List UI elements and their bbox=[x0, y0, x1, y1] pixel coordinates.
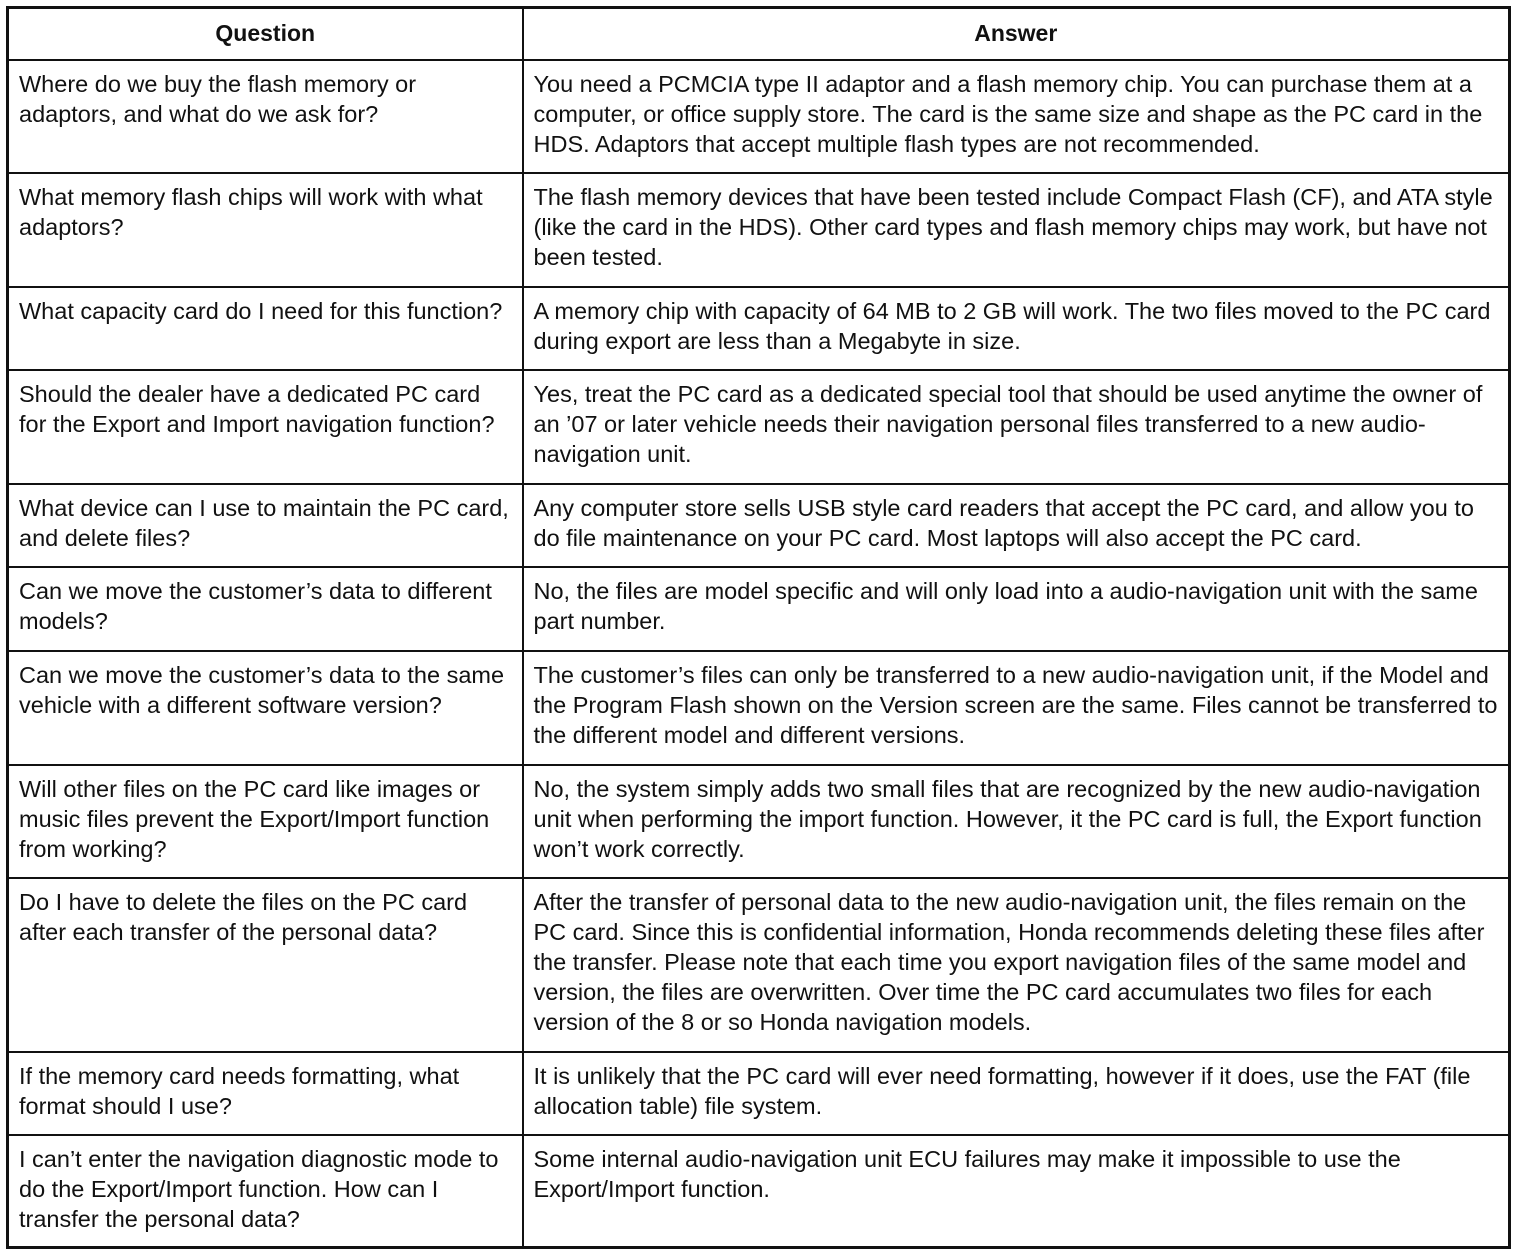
answer-cell: Some internal audio-navigation unit ECU failures may make it impossible to use the Export/Import function. bbox=[523, 1135, 1510, 1248]
question-cell: Should the dealer have a dedicated PC card for the Export and Import navigation function? bbox=[8, 370, 523, 484]
table-row bbox=[8, 1135, 1510, 1248]
answer-cell: You need a PCMCIA type II adaptor and a flash memory chip. You can purchase them at a computer, or office supply store. The card is the same size and shape as the PC card in the HDS. Adaptors that accept multiple flash types are not recommended. bbox=[523, 60, 1510, 173]
answer-cell: A memory chip with capacity of 64 MB to 2 GB will work. The two files moved to the PC card during export are less than a Megabyte in size. bbox=[523, 287, 1510, 370]
header-row bbox=[8, 8, 1510, 60]
table-row bbox=[8, 765, 1510, 878]
table-row bbox=[8, 1052, 1510, 1135]
answer-cell: Yes, treat the PC card as a dedicated special tool that should be used anytime the owner of an ’07 or later vehicle needs their navigation personal files transferred to a new audio-navigation unit. bbox=[523, 370, 1510, 484]
question-cell: What memory flash chips will work with what adaptors? bbox=[8, 173, 523, 287]
question-cell: Can we move the customer’s data to different models? bbox=[8, 567, 523, 651]
answer-cell: It is unlikely that the PC card will ever need formatting, however if it does, use the FAT (file allocation table) file system. bbox=[523, 1052, 1510, 1135]
question-column-header: Question bbox=[8, 8, 523, 60]
table-row bbox=[8, 173, 1510, 287]
question-cell: Will other files on the PC card like images or music files prevent the Export/Import function from working? bbox=[8, 765, 523, 878]
table-row bbox=[8, 484, 1510, 567]
table-row bbox=[8, 567, 1510, 651]
answer-cell: The customer’s files can only be transferred to a new audio-navigation unit, if the Model and the Program Flash shown on the Version screen are the same. Files cannot be transferred to the different model and different versions. bbox=[523, 651, 1510, 765]
table-body bbox=[8, 60, 1510, 1248]
answer-cell: No, the files are model specific and will only load into a audio-navigation unit with the same part number. bbox=[523, 567, 1510, 651]
answer-cell: Any computer store sells USB style card readers that accept the PC card, and allow you to do file maintenance on your PC card. Most laptops will also accept the PC card. bbox=[523, 484, 1510, 567]
table-row bbox=[8, 651, 1510, 765]
table-row bbox=[8, 370, 1510, 484]
answer-cell: After the transfer of personal data to the new audio-navigation unit, the files remain on the PC card. Since this is confidential information, Honda recommends deleting these files after the transfer. Please note that each time you export navigation files of the same model and version, the files are overwritten. Over time the PC card accumulates two files for each version of the 8 or so Honda navigation models. bbox=[523, 878, 1510, 1052]
question-cell: What device can I use to maintain the PC card, and delete files? bbox=[8, 484, 523, 567]
table-row bbox=[8, 287, 1510, 370]
table-row bbox=[8, 60, 1510, 173]
qa-table bbox=[6, 6, 1511, 1249]
answer-cell: The flash memory devices that have been tested include Compact Flash (CF), and ATA style (like the card in the HDS). Other card types and flash memory chips may work, but have not been tested. bbox=[523, 173, 1510, 287]
question-cell: I can’t enter the navigation diagnostic mode to do the Export/Import function. How can I transfer the personal data? bbox=[8, 1135, 523, 1248]
table-header bbox=[8, 8, 1510, 60]
question-cell: Do I have to delete the files on the PC card after each transfer of the personal data? bbox=[8, 878, 523, 1052]
answer-column-header: Answer bbox=[523, 8, 1510, 60]
question-cell: Where do we buy the flash memory or adaptors, and what do we ask for? bbox=[8, 60, 523, 173]
question-cell: Can we move the customer’s data to the same vehicle with a different software version? bbox=[8, 651, 523, 765]
question-cell: What capacity card do I need for this function? bbox=[8, 287, 523, 370]
question-cell: If the memory card needs formatting, what format should I use? bbox=[8, 1052, 523, 1135]
answer-cell: No, the system simply adds two small files that are recognized by the new audio-navigation unit when performing the import function. However, it the PC card is full, the Export function won’t work correctly. bbox=[523, 765, 1510, 878]
table-row bbox=[8, 878, 1510, 1052]
